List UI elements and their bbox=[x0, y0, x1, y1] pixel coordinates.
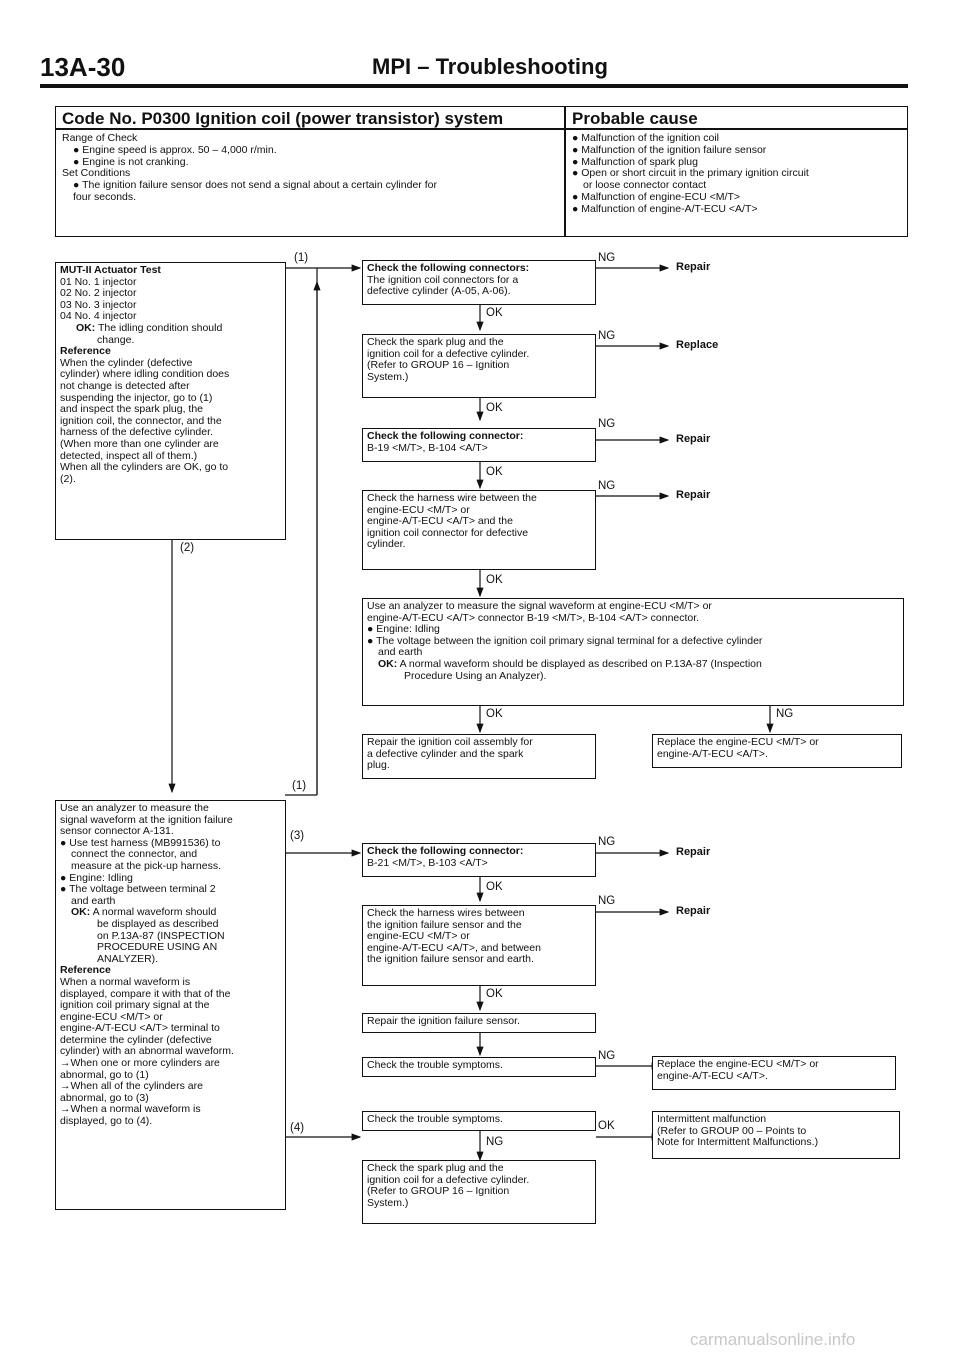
ref-label: (2) bbox=[180, 542, 195, 554]
intermittent-malfunction-step: Intermittent malfunction (Refer to GROUP 00 – Points to Note for Intermittent Malfunctions.) bbox=[652, 1111, 900, 1159]
trouble-symptoms-step: Check the trouble symptoms. bbox=[362, 1111, 596, 1131]
sensor-harness-step: Check the harness wires between the ignition failure sensor and the engine-ECU <M/T> or engine-A/T-ECU <A/T>, and between the ignition failure sensor and earth. bbox=[362, 905, 596, 986]
ref-label: (1) bbox=[292, 780, 307, 792]
harness-check-step: Check the harness wire between the engine-ECU <M/T> or engine-A/T-ECU <A/T> and the ignition coil connector for defective cylinder. bbox=[362, 490, 596, 570]
probable-causes: ● Malfunction of the ignition coil ● Malfunction of the ignition failure sensor ● Malfunction of spark plug ● Open or short circuit in the primary ignition circuit or loose connector contact ● Malfunction of engine-ECU <M/T> ● Malfunction of engine-A/T-ECU <A/T> bbox=[572, 132, 809, 215]
ng-label: NG bbox=[598, 895, 616, 907]
ok-label: OK bbox=[486, 402, 503, 414]
ok-label: OK bbox=[486, 574, 503, 586]
check-connector-b21-step: Check the following connector: B-21 <M/T>, B-103 <A/T> bbox=[362, 843, 596, 877]
ng-label: NG bbox=[598, 1050, 616, 1062]
ng-label: NG bbox=[598, 418, 616, 430]
repair-sensor-step: Repair the ignition failure sensor. bbox=[362, 1013, 596, 1033]
check-connector-step: Check the following connector: B-19 <M/T>, B-104 <A/T> bbox=[362, 428, 596, 462]
replace-ecu-step: Replace the engine-ECU <M/T> or engine-A/T-ECU <A/T>. bbox=[652, 734, 902, 768]
ok-label: OK bbox=[486, 466, 503, 478]
ng-label: NG bbox=[598, 480, 616, 492]
repair-action: Repair bbox=[676, 433, 711, 445]
ng-label: NG bbox=[598, 836, 616, 848]
ok-label: OK bbox=[486, 307, 503, 319]
watermark: carmanualsonline.info bbox=[690, 1330, 856, 1349]
repair-action: Repair bbox=[676, 489, 711, 501]
ng-label: NG bbox=[598, 252, 616, 264]
page-number: 13A-30 bbox=[40, 52, 126, 82]
analyzer-ecu-step: Use an analyzer to measure the signal waveform at engine-ECU <M/T> or engine-A/T-ECU <A/T> connector B-19 <M/T>, B-104 <A/T> connector. ● Engine: Idling ● The voltage between the ignition coil primary signal terminal for a defective cylinder and earth OK: A normal waveform should be displayed as described on P.13A-87 (Inspection Procedure Using an Analyzer). bbox=[362, 598, 904, 706]
ref-label: (3) bbox=[290, 830, 305, 842]
spark-plug-step: Check the spark plug and the ignition coil for a defective cylinder. (Refer to GROUP 16 – Ignition System.) bbox=[362, 334, 596, 398]
ok-label: OK bbox=[486, 708, 503, 720]
repair-coil-step: Repair the ignition coil assembly for a defective cylinder and the spark plug. bbox=[362, 734, 596, 779]
ok-label: OK bbox=[598, 1120, 615, 1132]
ng-label: NG bbox=[776, 708, 794, 720]
replace-action: Replace bbox=[676, 339, 719, 351]
range-of-check: Range of Check ● Engine speed is approx. 50 – 4,000 r/min. ● Engine is not cranking. Set Conditions ● The ignition failure sensor does not send a signal about a certain cylinder for four seconds. bbox=[62, 132, 437, 203]
code-title: Code No. P0300 Ignition coil (power transistor) system bbox=[62, 109, 504, 128]
ok-label: OK bbox=[486, 881, 503, 893]
ng-label: NG bbox=[598, 330, 616, 342]
repair-action: Repair bbox=[676, 905, 711, 917]
ng-label: NG bbox=[486, 1136, 504, 1148]
ref-label: (4) bbox=[290, 1122, 305, 1134]
analyzer-sensor-box: Use an analyzer to measure the signal waveform at the ignition failure sensor connector A-131. ● Use test harness (MB991536) to connect the connector, and measure at the pick-up harness. ● Engine: Idling ● The voltage between terminal 2 and earth OK: A normal waveform should be displayed as described on P.13A-87 (INSPECTION PROCEDURE USING AN ANALYZER). Reference When a normal waveform is displayed, compare it with that of the ignition coil primary signal at the engine-ECU <M/T> or engine-A/T-ECU <A/T> terminal to determine the cylinder (defective cylinder) with an abnormal waveform. →When one or more cylinders are abnormal, go to (1) →When all of the cylinders are abnormal, go to (3) →When a normal waveform is displayed, go to (4). bbox=[55, 800, 286, 1210]
spark-plug-step: Check the spark plug and the ignition coil for a defective cylinder. (Refer to GROUP 16 – Ignition System.) bbox=[362, 1160, 596, 1224]
cause-title: Probable cause bbox=[572, 109, 698, 128]
check-connectors-step: Check the following connectors: The ignition coil connectors for a defective cylinder (A-05, A-06). bbox=[362, 260, 596, 305]
repair-action: Repair bbox=[676, 846, 711, 858]
page-title: MPI – Troubleshooting bbox=[372, 54, 608, 79]
ok-label: OK bbox=[486, 988, 503, 1000]
repair-action: Repair bbox=[676, 261, 711, 273]
replace-ecu-step: Replace the engine-ECU <M/T> or engine-A/T-ECU <A/T>. bbox=[652, 1056, 896, 1090]
mut-actuator-test-box: MUT-II Actuator Test 01 No. 1 injector 02 No. 2 injector 03 No. 3 injector 04 No. 4 injector OK: The idling condition should change. Reference When the cylinder (defective cylinder) where idling condition does not change is detected after suspending the injector, go to (1) and inspect the spark plug, the ignition coil, the connector, and the harness of the defective cylinder. (When more than one cylinder are detected, inspect all of them.) When all the cylinders are OK, go to (2). bbox=[55, 262, 286, 540]
ref-label: (1) bbox=[294, 252, 309, 264]
trouble-symptoms-step: Check the trouble symptoms. bbox=[362, 1057, 596, 1077]
